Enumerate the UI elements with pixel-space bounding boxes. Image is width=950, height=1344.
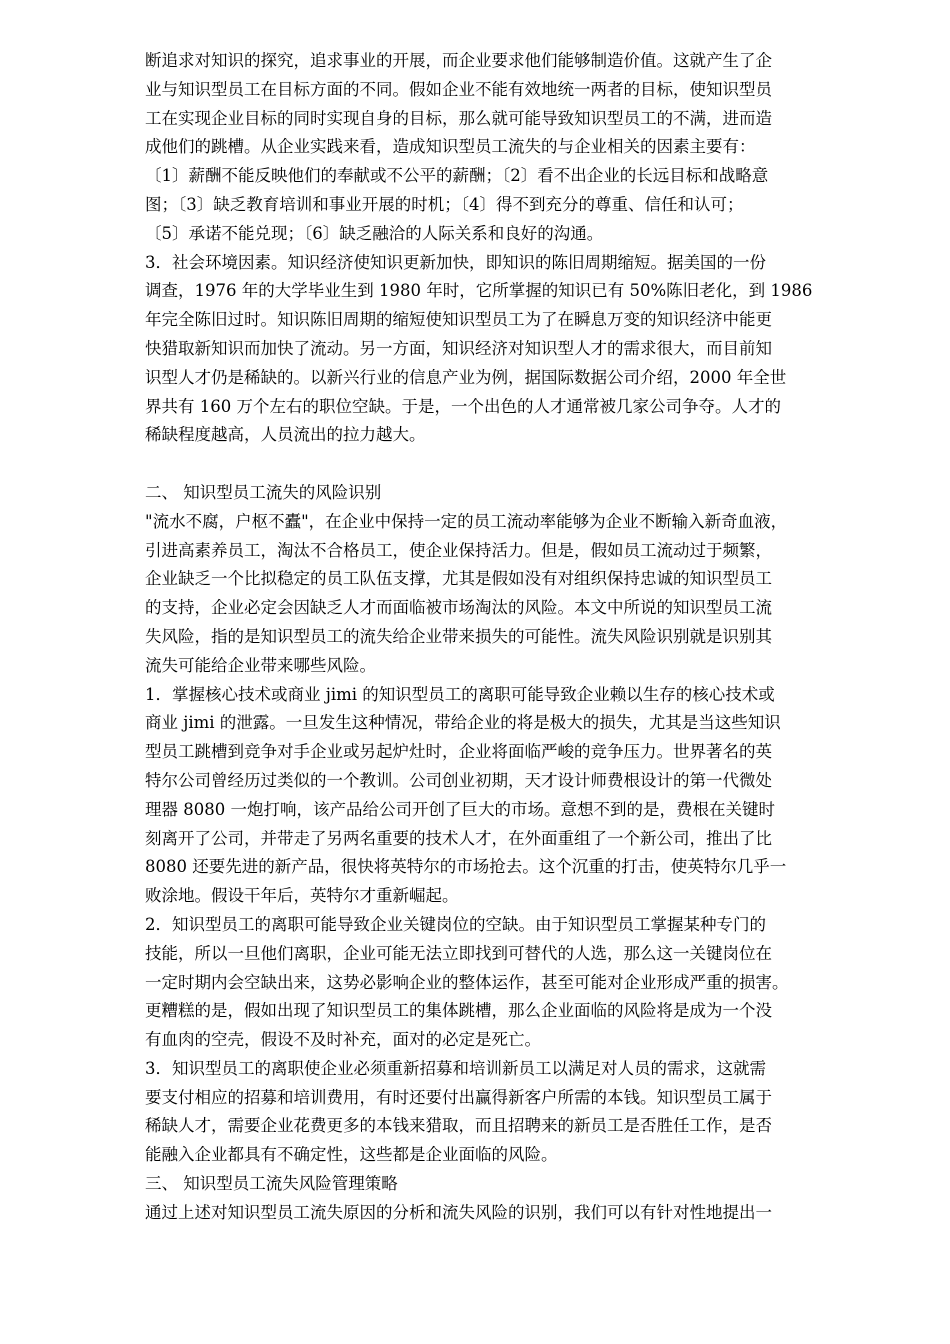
text-line: 3．社会环境因素。知识经济使知识更新加快，即知识的陈旧周期缩短。据美国的一份 xyxy=(145,252,766,272)
text-line: 工在实现企业目标的同时实现自身的目标，那么就可能导致知识型员工的不满，进而造 xyxy=(145,108,772,128)
text-line: 断追求对知识的探究，追求事业的开展，而企业要求他们能够制造价值。这就产生了企 xyxy=(145,51,772,70)
text-line: 刻离开了公司，并带走了另两名重要的技术人才，在外面重组了一个新公司，推出了比 xyxy=(145,828,772,848)
text-line: 有血肉的空壳，假设不及时补充，面对的必定是死亡。 xyxy=(145,1030,541,1050)
text-line: 技能，所以一旦他们离职，企业可能无法立即找到可替代的人选，那么这一关键岗位在 xyxy=(145,943,772,963)
text-line: 型员工跳槽到竞争对手企业或另起炉灶时，企业将面临严峻的竞争压力。世界著名的英 xyxy=(145,742,772,762)
text-line: 更糟糕的是，假如出现了知识型员工的集体跳槽，那么企业面临的风险将是成为一个没 xyxy=(145,1001,772,1021)
text-line: 图；〔3〕缺乏教育培训和事业开展的时机；〔4〕得不到充分的尊重、信任和认可； xyxy=(145,194,744,214)
text-line: "流水不腐，户枢不蠹"，在企业中保持一定的员工流动率能够为企业不断输入新奇血液， xyxy=(145,511,788,531)
text-line: 稀缺程度越高，人员流出的拉力越大。 xyxy=(145,425,426,445)
text-line: 8080 还要先进的新产品，很快将英特尔的市场抢去。这个沉重的打击，使英特尔几乎一 xyxy=(145,857,787,877)
text-line: 三、 知识型员工流失风险管理策略 xyxy=(145,1174,398,1194)
text-line: 1．掌握核心技术或商业 jimi 的知识型员工的离职可能导致企业赖以生存的核心技术或 xyxy=(145,684,775,704)
text-line: 能融入企业都具有不确定性，这些都是企业面临的风险。 xyxy=(145,1145,558,1165)
blank-line xyxy=(145,450,880,479)
text-line: 调查，1976 年的大学毕业生到 1980 年时，它所掌握的知识已有 50%陈旧老化，到 1986 xyxy=(145,281,813,301)
text-line: 成他们的跳槽。从企业实践来看，造成知识型员工流失的与企业相关的因素主要有： xyxy=(145,137,756,157)
text-line: 通过上述对知识型员工流失原因的分析和流失风险的识别，我们可以有针对性地提出一 xyxy=(145,1202,772,1222)
text-line: 的支持，企业必定会因缺乏人才而面临被市场淘汰的风险。本文中所说的知识型员工流 xyxy=(145,598,772,618)
text-line: 失风险，指的是知识型员工的流失给企业带来损失的可能性。流失风险识别就是识别其 xyxy=(145,626,772,646)
text-line: 界共有 160 万个左右的职位空缺。于是，一个出色的人才通常被几家公司争夺。人才的 xyxy=(145,396,781,416)
text-line: 识型人才仍是稀缺的。以新兴行业的信息产业为例，据国际数据公司介绍，2000 年全世 xyxy=(145,367,787,387)
text-line: 〔5〕承诺不能兑现；〔6〕缺乏融洽的人际关系和良好的沟通。 xyxy=(145,223,604,243)
text-line: 二、 知识型员工流失的风险识别 xyxy=(145,482,382,502)
text-line: 要支付相应的招募和培训费用，有时还要付出赢得新客户所需的本钱。知识型员工属于 xyxy=(145,1087,772,1107)
text-line: 商业 jimi 的泄露。一旦发生这种情况，带给企业的将是极大的损失，尤其是当这些知识 xyxy=(145,713,781,733)
text-line: 引进高素养员工，淘汰不合格员工，使企业保持活力。但是，假如员工流动过于频繁， xyxy=(145,540,772,560)
text-line: 快猎取新知识而加快了流动。另一方面，知识经济对知识型人才的需求很大，而目前知 xyxy=(145,338,772,358)
text-line: 〔1〕薪酬不能反映他们的奉献或不公平的薪酬；〔2〕看不出企业的长远目标和战略意 xyxy=(145,166,769,186)
document-body xyxy=(145,47,880,1228)
text-line: 稀缺人才，需要企业花费更多的本钱来猎取，而且招聘来的新员工是否胜任工作，是否 xyxy=(145,1116,772,1136)
text-line: 理器 8080 一炮打响，该产品给公司开创了巨大的市场。意想不到的是，费根在关键时 xyxy=(145,799,775,819)
text-line: 企业缺乏一个比拟稳定的员工队伍支撑，尤其是假如没有对组织保持忠诚的知识型员工 xyxy=(145,569,772,589)
text-line: 特尔公司曾经历过类似的一个教训。公司创业初期，天才设计师费根设计的第一代微处 xyxy=(145,770,772,790)
text-line: 败涂地。假设干年后，英特尔才重新崛起。 xyxy=(145,886,459,906)
text-line: 2．知识型员工的离职可能导致企业关键岗位的空缺。由于知识型员工掌握某种专门的 xyxy=(145,914,766,934)
text-line: 3．知识型员工的离职使企业必须重新招募和培训新员工以满足对人员的需求，这就需 xyxy=(145,1058,766,1078)
text-line: 一定时期内会空缺出来，这势必影响企业的整体运作，甚至可能对企业形成严重的损害。 xyxy=(145,972,789,992)
text-line: 业与知识型员工在目标方面的不同。假如企业不能有效地统一两者的目标，使知识型员 xyxy=(145,79,772,99)
text-line: 流失可能给企业带来哪些风险。 xyxy=(145,655,376,675)
text-line: 年完全陈旧过时。知识陈旧周期的缩短使知识型员工为了在瞬息万变的知识经济中能更 xyxy=(145,310,772,330)
